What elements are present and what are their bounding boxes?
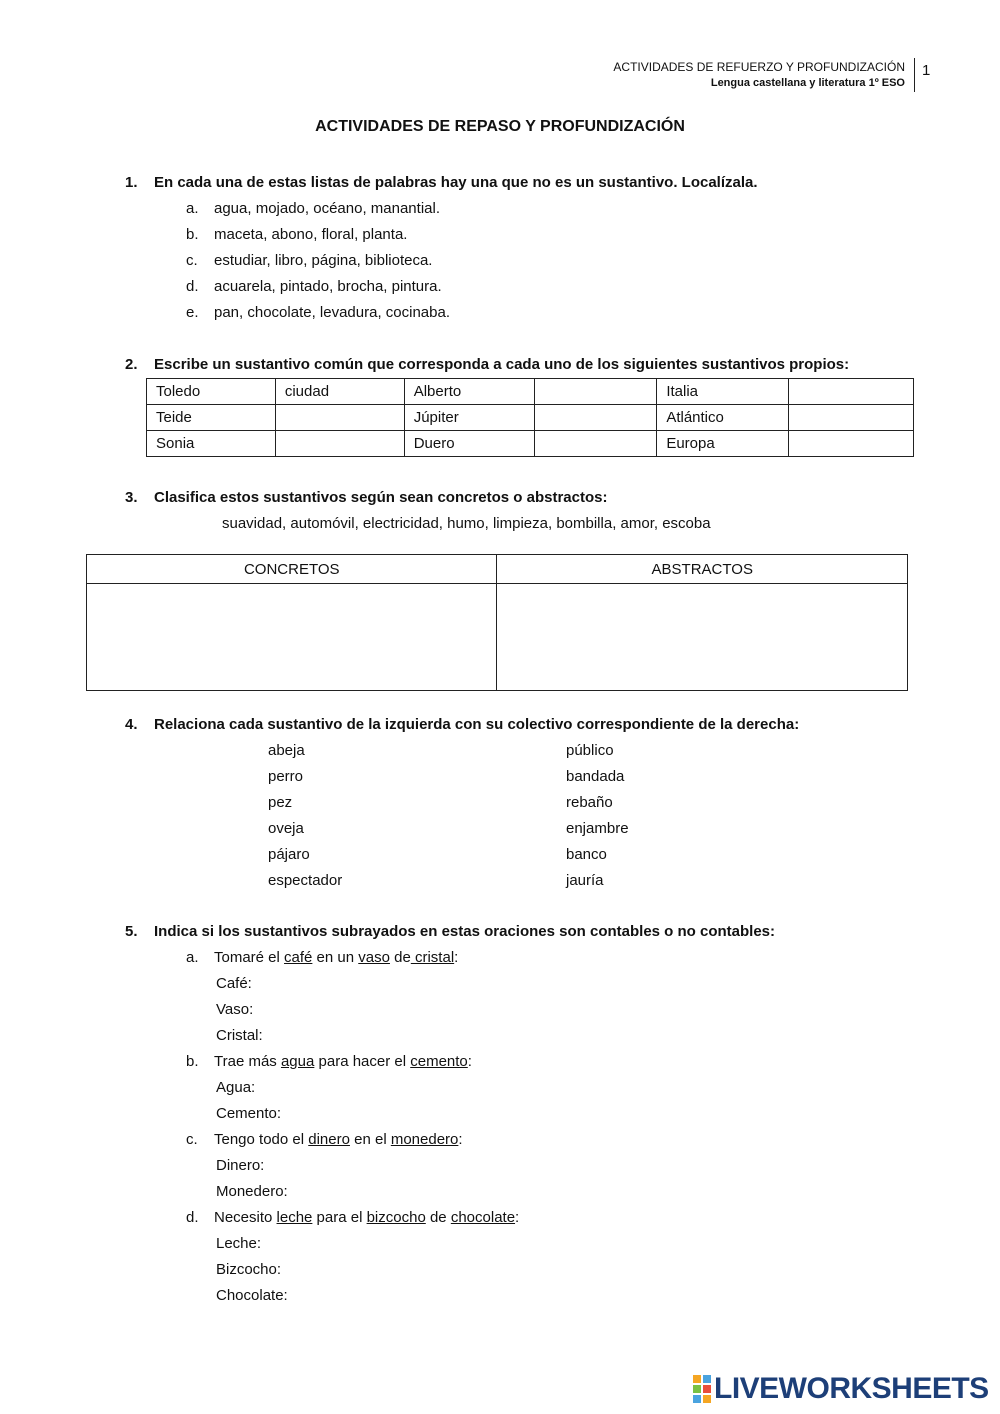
question-number: 1. (125, 174, 138, 191)
answer-cell[interactable]: ciudad (275, 379, 404, 405)
underlined-noun: cristal (410, 949, 455, 966)
sentence-text: Tengo todo el (214, 1131, 309, 1148)
abstractos-answer-area[interactable] (497, 584, 908, 691)
answer-cell[interactable] (275, 405, 404, 431)
item-letter: a. (186, 200, 199, 217)
underlined-noun: café (284, 949, 313, 966)
right-collective[interactable]: enjambre (566, 820, 629, 837)
answer-cell[interactable] (534, 379, 657, 405)
underlined-noun: vaso (358, 949, 390, 966)
underlined-noun: bizcocho (366, 1209, 426, 1226)
table-cell: Júpiter (404, 405, 534, 431)
answer-label[interactable]: Leche: (216, 1235, 262, 1252)
item-letter: a. (186, 949, 199, 966)
answer-label[interactable]: Bizcocho: (216, 1261, 282, 1278)
underlined-noun: cemento (410, 1053, 468, 1070)
word-list: suavidad, automóvil, electricidad, humo, limpieza, bombilla, amor, escoba (222, 515, 711, 532)
sentence (214, 1209, 519, 1226)
item-letter: e. (186, 304, 199, 321)
answer-label[interactable]: Café: (216, 975, 252, 992)
left-noun[interactable]: pez (268, 794, 293, 811)
left-noun[interactable]: perro (268, 768, 304, 785)
left-noun[interactable]: pájaro (268, 846, 310, 863)
sentence (214, 1053, 472, 1070)
table-cell: Atlántico (657, 405, 789, 431)
sentence-text: de (389, 949, 411, 966)
table-row (147, 405, 914, 431)
sentence-text: para hacer el (314, 1053, 411, 1070)
question-text: En cada una de estas listas de palabras hay una que no es un sustantivo. Localízala. (154, 174, 758, 191)
table-cell: Sonia (147, 431, 276, 457)
answer-label[interactable]: Agua: (216, 1079, 256, 1096)
list-item: agua, mojado, océano, manantial. (214, 200, 440, 217)
column-header-concretos: CONCRETOS (87, 555, 497, 584)
list-item: pan, chocolate, levadura, cocinaba. (214, 304, 450, 321)
sentence-text: de (425, 1209, 451, 1226)
header-title: ACTIVIDADES DE REFUERZO Y PROFUNDIZACIÓN (613, 60, 905, 74)
page-title: ACTIVIDADES DE REPASO Y PROFUNDIZACIÓN (315, 118, 685, 135)
column-header-abstractos: ABSTRACTOS (497, 555, 908, 584)
table-row (147, 431, 914, 457)
sentence-text: : (458, 1131, 463, 1148)
question-text: Indica si los sustantivos subrayados en estas oraciones son contables o no contables: (154, 923, 776, 940)
table-cell: Europa (657, 431, 789, 457)
question-text: Escribe un sustantivo común que corresponda a cada uno de los siguientes sustantivos propios: (154, 356, 850, 373)
left-noun[interactable]: oveja (268, 820, 304, 837)
sentence (214, 949, 458, 966)
header-divider (914, 58, 915, 92)
answer-label[interactable]: Cristal: (216, 1027, 263, 1044)
question-text: Clasifica estos sustantivos según sean concretos o abstractos: (154, 489, 608, 506)
answer-cell[interactable] (789, 379, 914, 405)
concretos-answer-area[interactable] (87, 584, 497, 691)
underlined-noun: agua (280, 1053, 315, 1070)
sentence (214, 1131, 463, 1148)
underlined-noun: leche (276, 1209, 313, 1226)
answer-label[interactable]: Dinero: (216, 1157, 265, 1174)
underlined-noun: dinero (308, 1131, 350, 1148)
item-letter: c. (186, 1131, 198, 1148)
question-number: 3. (125, 489, 138, 506)
sentence-text: en el (349, 1131, 391, 1148)
item-letter: b. (186, 1053, 199, 1070)
item-letter: c. (186, 252, 198, 269)
right-collective[interactable]: jauría (566, 872, 604, 889)
left-noun[interactable]: espectador (268, 872, 343, 889)
underlined-noun: chocolate (450, 1209, 516, 1226)
sentence-text: Tomaré el (214, 949, 285, 966)
proper-nouns-table (146, 378, 914, 457)
right-collective[interactable]: bandada (566, 768, 625, 785)
answer-cell[interactable] (789, 431, 914, 457)
table-cell: Alberto (404, 379, 534, 405)
sentence-text: Trae más (214, 1053, 281, 1070)
answer-label[interactable]: Chocolate: (216, 1287, 288, 1304)
item-letter: d. (186, 278, 199, 295)
left-noun[interactable]: abeja (268, 742, 305, 759)
table-cell: Toledo (147, 379, 276, 405)
sentence-text: para el (312, 1209, 367, 1226)
right-collective[interactable]: banco (566, 846, 607, 863)
sentence-text: : (454, 949, 459, 966)
sentence-text: : (467, 1053, 472, 1070)
table-cell: Italia (657, 379, 789, 405)
question-text: Relaciona cada sustantivo de la izquierda con su colectivo correspondiente de la derecha: (154, 716, 800, 733)
list-item: estudiar, libro, página, biblioteca. (214, 252, 433, 269)
answer-cell[interactable] (789, 405, 914, 431)
underlined-noun: monedero (390, 1131, 459, 1148)
table-cell: Duero (404, 431, 534, 457)
question-number: 5. (125, 923, 138, 940)
answer-label[interactable]: Cemento: (216, 1105, 282, 1122)
classification-table (86, 554, 908, 691)
answer-cell[interactable] (275, 431, 404, 457)
answer-cell[interactable] (534, 405, 657, 431)
answer-label[interactable]: Vaso: (216, 1001, 254, 1018)
item-letter: d. (186, 1209, 199, 1226)
sentence-text: en un (312, 949, 359, 966)
logo-text: LIVEWORKSHEETS (714, 1372, 989, 1405)
right-collective[interactable]: rebaño (566, 794, 613, 811)
question-number: 2. (125, 356, 138, 373)
item-letter: b. (186, 226, 199, 243)
right-collective[interactable]: público (566, 742, 614, 759)
table-cell: Teide (147, 405, 276, 431)
header-subject: Lengua castellana y literatura 1º ESO (710, 77, 905, 89)
table-row (147, 379, 914, 405)
list-item: maceta, abono, floral, planta. (214, 226, 408, 243)
answer-cell[interactable] (534, 431, 657, 457)
list-item: acuarela, pintado, brocha, pintura. (214, 278, 442, 295)
page-number: 1 (922, 62, 931, 79)
liveworksheets-logo[interactable] (693, 1372, 989, 1406)
question-number: 4. (125, 716, 138, 733)
answer-label[interactable]: Monedero: (216, 1183, 288, 1200)
sentence-text: : (515, 1209, 520, 1226)
sentence-text: Necesito (214, 1209, 277, 1226)
logo-grid-icon (693, 1375, 711, 1403)
